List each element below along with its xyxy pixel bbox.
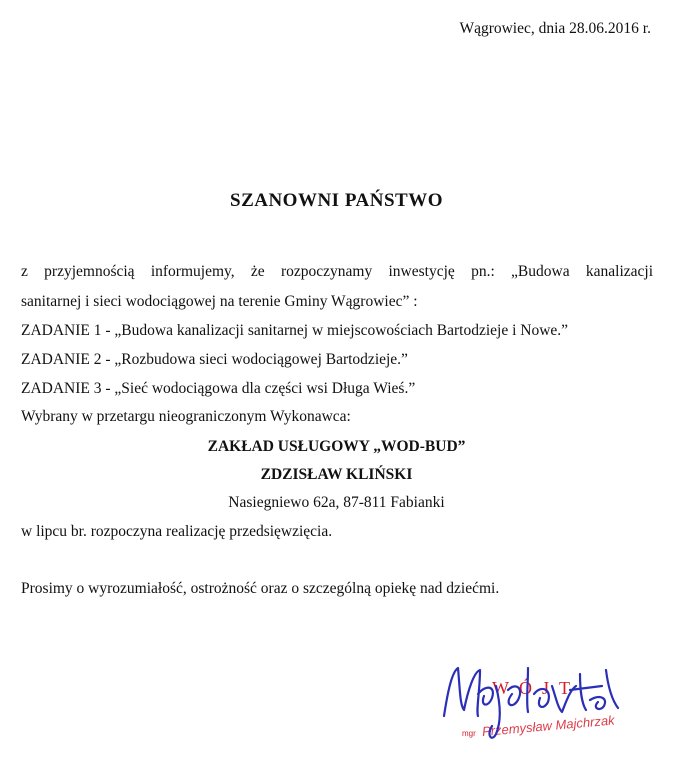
closing-line: Prosimy o wyrozumiałość, ostrożność oraz o szczególną opiekę nad dziećmi. (21, 580, 500, 597)
task-2: ZADANIE 2 - „Rozbudowa sieci wodociągowej Bartodzieje.” (21, 351, 408, 368)
task-1: ZADANIE 1 - „Budowa kanalizacji sanitarnej w miejscowościach Bartodzieje i Nowe.” (21, 322, 569, 339)
salutation-heading: SZANOWNI PAŃSTWO (230, 190, 443, 211)
intro-line-1: z przyjemnością informujemy, że rozpoczynamy inwestycję pn.: „Budowa kanalizacji (21, 263, 653, 280)
contractor-intro: Wybrany w przetargu nieograniczonym Wykonawca: (21, 408, 351, 425)
stamp-name-text: Przemysław Majchrzak (481, 712, 616, 740)
intro-line-2: sanitarnej i sieci wodociągowej na terenie Gminy Wągrowiec” : (21, 293, 418, 310)
contractor-name: ZAKŁAD USŁUGOWY „WOD-BUD” (207, 438, 466, 455)
task-3: ZADANIE 3 - „Sieć wodociągowa dla części wsi Długa Wieś.” (21, 380, 416, 397)
start-info: w lipcu br. rozpoczyna realizację przedsięwzięcia. (21, 523, 333, 540)
stamp-prefix-text: mgr (462, 729, 476, 738)
stamp-title-text: WÓJT (492, 678, 580, 698)
official-stamp-signature (430, 650, 660, 760)
contractor-address: Nasiegniewo 62a, 87-811 Fabianki (228, 494, 445, 511)
stamp-signature-graphic (430, 650, 660, 760)
contractor-owner: ZDZISŁAW KLIŃSKI (260, 466, 413, 483)
date-line: Wągrowiec, dnia 28.06.2016 r. (459, 20, 651, 37)
